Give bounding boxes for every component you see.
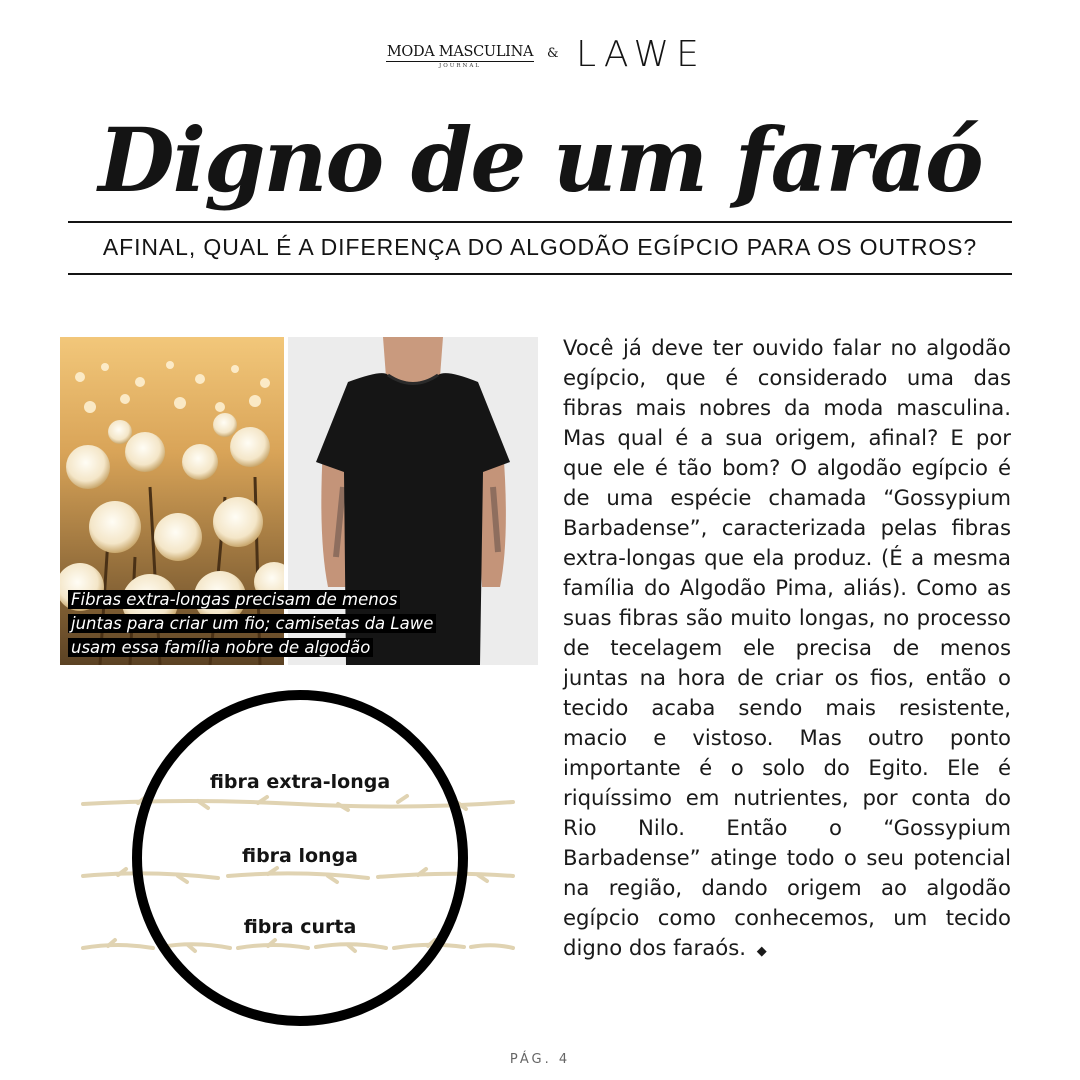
headline: Digno de um faraó: [98, 108, 982, 212]
fiber-label-long: fibra longa: [241, 845, 358, 867]
article-body: [563, 333, 1011, 967]
ampersand: &: [547, 46, 559, 61]
article-body-text: Você já deve ter ouvido falar no algodão egípcio, que é considerado uma das fibras mais nobres da moda masculina. Mas qual é a sua origem, afinal? E por que ele é tão bom? O algodão egípcio é de uma espécie chamada “Gossypium Barbadense”, caracterizada pelas fibras extra-longas que ela produz. (É a mesma família do Algodão Pima, aliás). Como as suas fibras são muito longas, no processo de tecelagem ele precisa de menos juntas na hora de criar os fios, então o tecido acaba sendo mais resistente, macio e vistoso. Mas outro ponto importante é o solo do Egito. Ele é riquíssimo em nutrientes, por conta do Rio Nilo. Então o “Gossypium Barbadense” atinge todo o seu potencial na região, dando origem ao algodão egípcio como conhecemos, um tecido digno dos faraós.: [563, 335, 1011, 960]
fiber-label-short: fibra curta: [243, 916, 357, 938]
lawe-logo: LAWE: [576, 34, 706, 75]
subheadline: AFINAL, QUAL É A DIFERENÇA DO ALGODÃO EGÍPCIO PARA OS OUTROS?: [102, 234, 978, 260]
fiber-label-extra-long: fibra extra-longa: [209, 771, 391, 793]
end-mark-icon: ◆: [756, 944, 767, 959]
fiber-strand-short: [83, 940, 513, 951]
caption-line: Fibras extra-longas precisam de menos: [68, 590, 400, 609]
bottom-rule: [68, 273, 1012, 275]
masthead: [0, 36, 1080, 76]
caption-line: usam essa família nobre de algodão: [68, 638, 373, 657]
page-number: PÁG. 4: [509, 1052, 571, 1067]
journal-title: MODA MASCULINA: [386, 44, 534, 60]
top-rule: [68, 221, 1012, 223]
fiber-diagram: [78, 690, 522, 1026]
journal-subtitle: JOURNAL: [439, 63, 481, 69]
moda-masculina-logo: [386, 44, 534, 69]
caption-line: juntas para criar um fio; camisetas da Lawe: [68, 614, 436, 633]
fiber-strand-long: [83, 868, 513, 882]
photo-caption: [68, 588, 538, 660]
